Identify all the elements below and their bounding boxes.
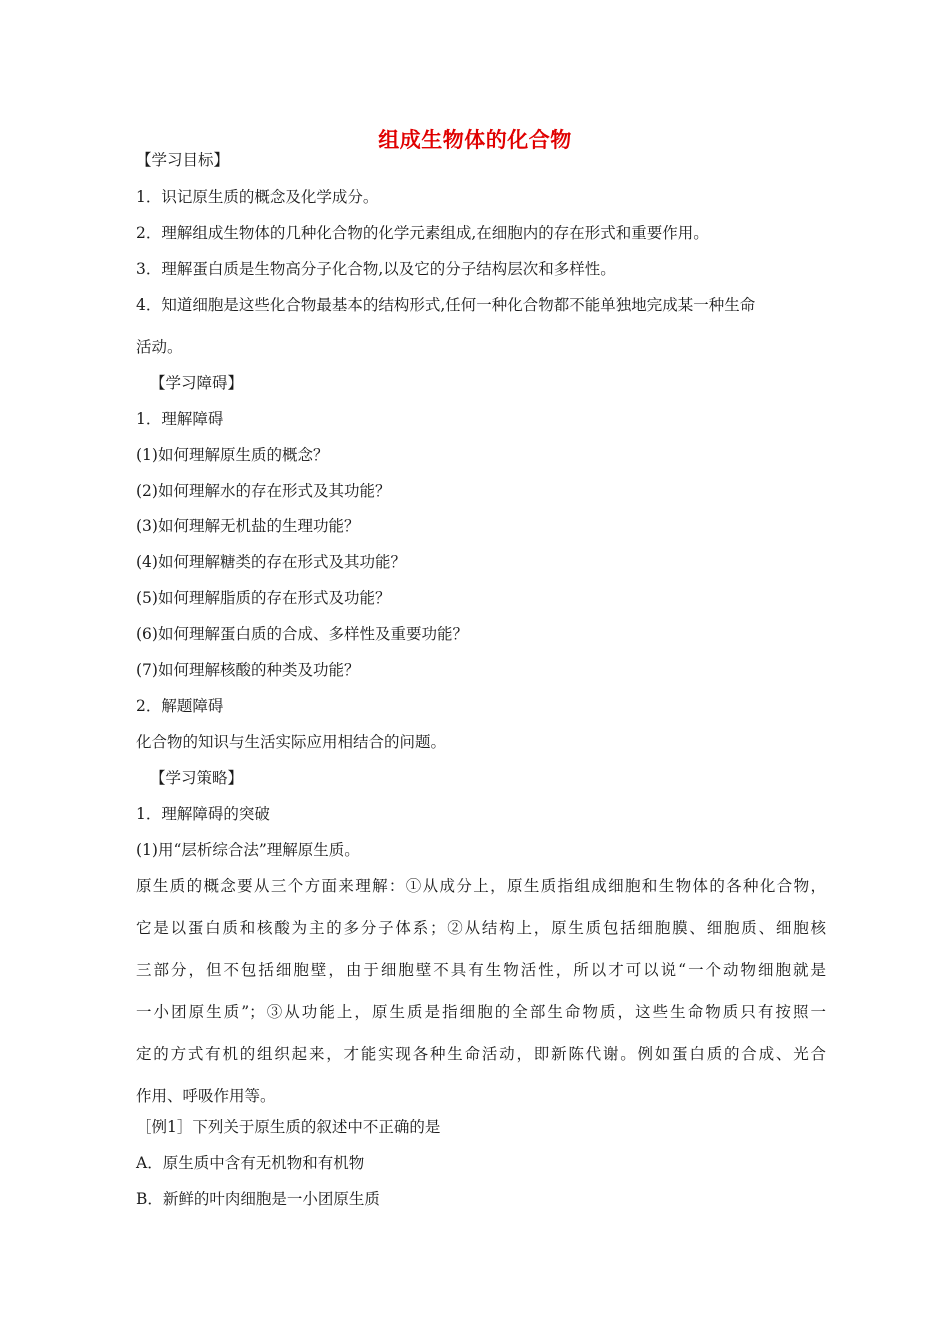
subheading: 2．解题障碍 — [136, 697, 224, 715]
goal-item: 活动。 — [136, 338, 183, 356]
goal-item: 4．知道细胞是这些化合物最基本的结构形式,任何一种化合物都不能单独地完成某一种生命 — [136, 296, 756, 314]
option-item: B．新鲜的叶肉细胞是一小团原生质 — [136, 1190, 380, 1208]
section-heading-goals: 【学习目标】 — [136, 151, 230, 169]
question-item: (3)如何理解无机盐的生理功能？ — [136, 517, 360, 535]
example-question: ［例1］下列关于原生质的叙述中不正确的是 — [136, 1118, 441, 1136]
section-heading-obstacles: 【学习障碍】 — [150, 374, 244, 392]
goal-item: 3．理解蛋白质是生物高分子化合物,以及它的分子结构层次和多样性。 — [136, 260, 616, 278]
body-text: 化合物的知识与生活实际应用相结合的问题。 — [136, 733, 447, 751]
paragraph-line: 一小团原生质”；③从功能上，原生质是指细胞的全部生命物质，这些生命物质只有按照一 — [136, 1003, 826, 1021]
question-item: (6)如何理解蛋白质的合成、多样性及重要功能？ — [136, 625, 468, 643]
paragraph-line: 三部分，但不包括细胞壁，由于细胞壁不具有生物活性，所以才可以说“一个动物细胞就是 — [136, 961, 826, 979]
question-item: (7)如何理解核酸的种类及功能？ — [136, 661, 360, 679]
paragraph-line: 作用、呼吸作用等。 — [136, 1087, 276, 1105]
question-item: (5)如何理解脂质的存在形式及功能？ — [136, 589, 391, 607]
question-item: (4)如何理解糖类的存在形式及其功能？ — [136, 553, 406, 571]
subheading: 1．理解障碍的突破 — [136, 805, 270, 823]
subheading: 1．理解障碍 — [136, 410, 224, 428]
question-item: (1)如何理解原生质的概念？ — [136, 446, 329, 464]
question-item: (2)如何理解水的存在形式及其功能？ — [136, 482, 391, 500]
paragraph-line: 它是以蛋白质和核酸为主的多分子体系；②从结构上，原生质包括细胞膜、细胞质、细胞核 — [136, 919, 826, 937]
goal-item: 2．理解组成生物体的几种化合物的化学元素组成,在细胞内的存在形式和重要作用。 — [136, 224, 709, 242]
option-item: A．原生质中含有无机物和有机物 — [136, 1154, 365, 1172]
paragraph-line: 定的方式有机的组织起来，才能实现各种生命活动，即新陈代谢。例如蛋白质的合成、光合 — [136, 1045, 826, 1063]
method-heading: (1)用“层析综合法”理解原生质。 — [136, 841, 360, 859]
paragraph-line: 原生质的概念要从三个方面来理解：①从成分上，原生质指组成细胞和生物体的各种化合物， — [136, 877, 826, 895]
document-title: 组成生物体的化合物 — [378, 128, 572, 152]
section-heading-strategy: 【学习策略】 — [150, 769, 244, 787]
goal-item: 1．识记原生质的概念及化学成分。 — [136, 188, 379, 206]
